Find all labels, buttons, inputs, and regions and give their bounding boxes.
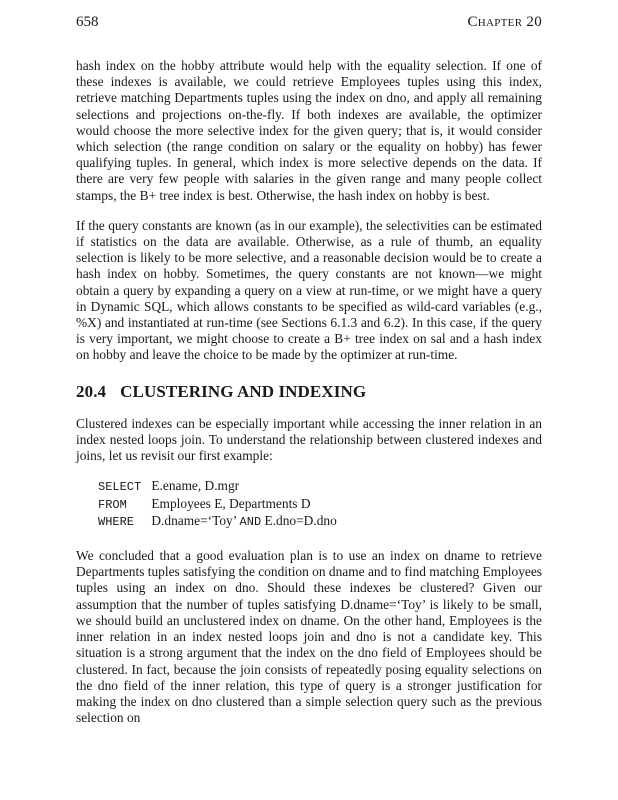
section-heading bbox=[76, 381, 542, 401]
sql-select-expr: E.ename, D.mgr bbox=[151, 478, 240, 494]
paragraph-1: hash index on the hobby attribute would help with the equality selection. If one of these indexes is available, we could retrieve Employees tuples using this index, retrieve matching Departments tuples using the index on dno, and apply all remaining selections and projections on-the-fly. If both indexes are available, the optimizer would choose the more selective index for the given query; that is, it would consider which selection (the range condition on salary or the equality on hobby) has fewer qualifying tuples. In general, which index is more selective depends on the data. If there are very few people with salaries in the given range and many people collect stamps, the B+ tree index is best. Otherwise, the hash index on hobby is best. bbox=[76, 58, 542, 203]
sql-where-line bbox=[98, 513, 542, 530]
sql-from-expr: Employees E, Departments D bbox=[151, 495, 311, 511]
page-number: 658 bbox=[76, 14, 99, 30]
sql-where-expr-1: D.dname=‘Toy’ bbox=[151, 512, 237, 528]
sql-query bbox=[98, 478, 542, 530]
sql-select-line bbox=[98, 478, 542, 495]
section-number: 20.4 bbox=[76, 381, 107, 401]
sql-where-expr-2: E.dno=D.dno bbox=[264, 512, 337, 528]
paragraph-2: If the query constants are known (as in our example), the selectivities can be estimated if statistics on the data are available. Otherwise, as a rule of thumb, an equality selection is likely to be more selective, and a reasonable decision would be to create a hash index on hobby. Sometimes, the query constants are not known—we might obtain a query by expanding a query on a view at run-time, or we might have a query in Dynamic SQL, which allows constants to be specified as wild-card variables (e.g., %X) and instantiated at run-time (see Sections 6.1.3 and 6.2). In this case, if the query is very important, we might choose to create a B+ tree index on sal and a hash index on hobby and leave the choice to be made by the optimizer at run-time. bbox=[76, 217, 542, 363]
sql-where-keyword: WHERE bbox=[98, 514, 135, 529]
sql-select-keyword: SELECT bbox=[98, 480, 142, 495]
paragraph-4: We concluded that a good evaluation plan is to use an index on dname to retrieve Departments tuples satisfying the condition on dname and to find matching Employees tuples using an index on dno. Should these indexes be clustered? Given our assumption that the number of tuples satisfying D.dname=‘Toy’ is likely to be small, we should build an unclustered index on dname. On the other hand, Employees is the inner relation in an index nested loops join and dno is not a candidate key. This situation is a strong argument that the index on the dno field of Employees should be clustered. In fact, because the join consists of repeatedly posing equality selections on the dno field of the inner relation, this type of query is a stronger justification for making the index on dno clustered than a simple selection query such as the previous selection on bbox=[76, 548, 542, 726]
running-header bbox=[76, 14, 542, 34]
paragraph-3: Clustered indexes can be especially important while accessing the inner relation in an index nested loops join. To understand the relationship between clustered indexes and joins, let us revisit our first example: bbox=[76, 415, 542, 464]
section-title: CLUSTERING AND INDEXING bbox=[120, 381, 367, 401]
sql-from-line bbox=[98, 496, 542, 513]
page-body bbox=[76, 58, 542, 740]
sql-and-keyword: AND bbox=[239, 514, 262, 529]
chapter-label: Chapter 20 bbox=[467, 14, 542, 30]
sql-from-keyword: FROM bbox=[98, 497, 127, 512]
